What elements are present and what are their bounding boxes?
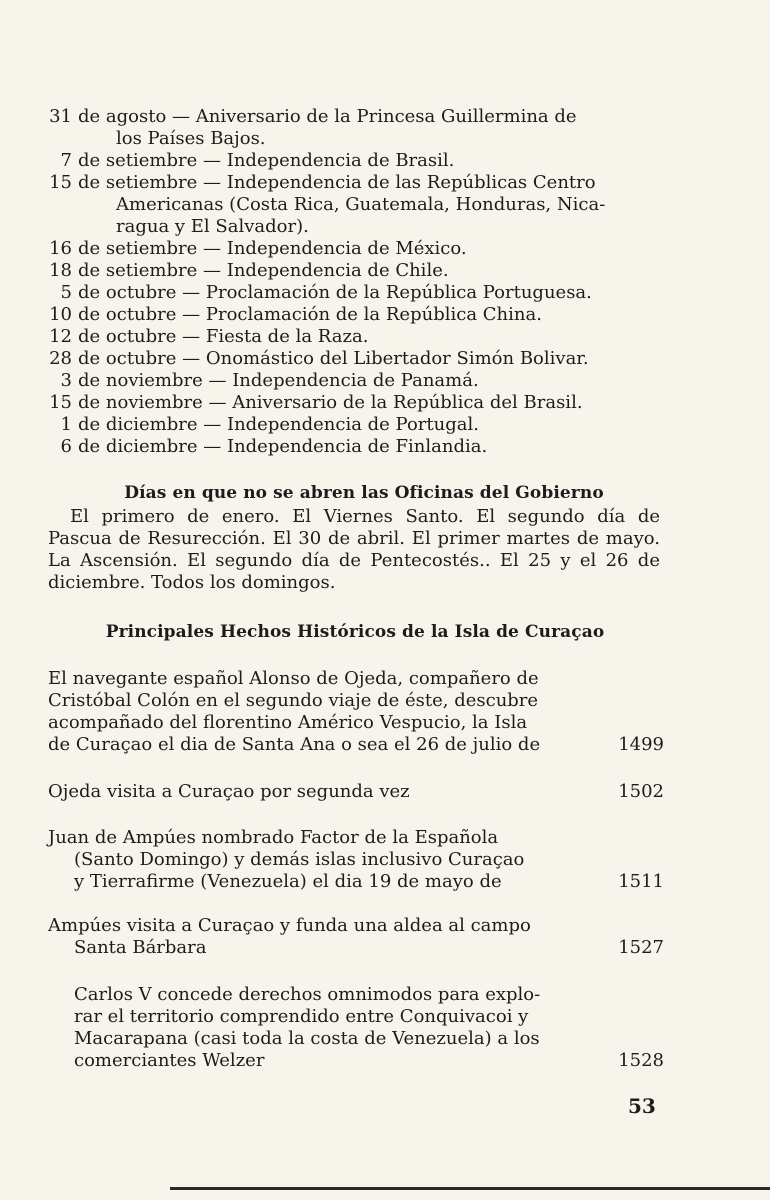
date-day: 12 [49, 326, 72, 347]
entry-line: acompañado del florentino Américo Vespucio, la Isla [48, 712, 528, 733]
date-row [40, 370, 670, 392]
history-entry [48, 827, 664, 893]
date-row [40, 172, 670, 238]
date-text: de setiembre — Independencia de Chile. [78, 260, 449, 281]
date-row [40, 238, 670, 260]
date-row [40, 304, 670, 326]
date-row [40, 150, 670, 172]
date-day: 1 [60, 414, 72, 435]
entry-line: de Curaçao el dia de Santa Ana o sea el 26 de julio de [48, 734, 541, 755]
date-text-cont: Americanas (Costa Rica, Guatemala, Honduras, Nica- [116, 194, 606, 215]
date-row [40, 106, 670, 150]
page-number: 53 [628, 1094, 656, 1118]
entry-line: (Santo Domingo) y demás islas inclusivo Curaçao [74, 849, 525, 870]
date-text-cont: los Países Bajos. [116, 128, 266, 149]
history-entry [74, 984, 664, 1072]
date-row [40, 436, 670, 458]
date-text-cont: ragua y El Salvador). [116, 216, 309, 237]
date-day: 6 [60, 436, 72, 457]
date-day: 3 [60, 370, 72, 391]
holidays-heading: Días en que no se abren las Oficinas del Gobierno [124, 483, 604, 503]
date-day: 15 [49, 392, 72, 413]
entry-line: comerciantes Welzer [74, 1050, 265, 1071]
date-text: de noviembre — Aniversario de la República del Brasil. [78, 392, 583, 413]
history-entry [48, 668, 664, 756]
entry-line: rar el territorio comprendido entre Conquivacoi y [74, 1006, 529, 1027]
entry-line: Ojeda visita a Curaçao por segunda vez [48, 781, 410, 802]
date-text: de noviembre — Independencia de Panamá. [78, 370, 479, 391]
entry-year: 1499 [618, 734, 664, 755]
date-row [40, 348, 670, 370]
entry-line: Ampúes visita a Curaçao y funda una aldea al campo [48, 915, 531, 936]
dates-list [40, 106, 670, 458]
entry-line: y Tierrafirme (Venezuela) el dia 19 de mayo de [74, 871, 502, 892]
date-text: de octubre — Onomástico del Libertador Simón Bolivar. [78, 348, 589, 369]
date-row [40, 282, 670, 304]
bottom-rule [170, 1187, 770, 1190]
entry-line: Cristóbal Colón en el segundo viaje de éste, descubre [48, 690, 539, 711]
date-text: de octubre — Proclamación de la República China. [78, 304, 542, 325]
date-text: de setiembre — Independencia de las Repúblicas Centro [78, 172, 596, 193]
date-day: 18 [49, 260, 72, 281]
entry-year: 1528 [618, 1050, 664, 1071]
date-text: de octubre — Fiesta de la Raza. [78, 326, 369, 347]
date-day: 7 [60, 150, 72, 171]
date-row [40, 326, 670, 348]
entry-line: Santa Bárbara [74, 937, 207, 958]
date-day: 10 [49, 304, 72, 325]
entry-year: 1527 [618, 937, 664, 958]
entry-line: Carlos V concede derechos omnimodos para explo- [74, 984, 541, 1005]
date-day: 16 [49, 238, 72, 259]
date-row [40, 414, 670, 436]
date-text: de setiembre — Independencia de Brasil. [78, 150, 455, 171]
date-text: de diciembre — Independencia de Finlandia. [78, 436, 488, 457]
date-text: de octubre — Proclamación de la República Portuguesa. [78, 282, 592, 303]
entry-line: Macarapana (casi toda la costa de Venezuela) a los [74, 1028, 540, 1049]
entry-year: 1502 [618, 781, 664, 802]
history-entry [48, 781, 664, 803]
entry-line: Juan de Ampúes nombrado Factor de la Española [48, 827, 499, 848]
date-day: 15 [49, 172, 72, 193]
history-heading: Principales Hechos Históricos de la Isla de Curaçao [105, 622, 605, 642]
date-day: 5 [60, 282, 72, 303]
history-entry [48, 915, 664, 959]
date-day: 31 [49, 106, 72, 127]
date-row [40, 260, 670, 282]
entry-year: 1511 [618, 871, 664, 892]
date-text: de diciembre — Independencia de Portugal. [78, 414, 479, 435]
date-day: 28 [49, 348, 72, 369]
entry-line: El navegante español Alonso de Ojeda, compañero de [48, 668, 539, 689]
date-text: de agosto — Aniversario de la Princesa Guillermina de [78, 106, 577, 127]
date-row [40, 392, 670, 414]
holidays-paragraph: El primero de enero. El Viernes Santo. El segundo día de Pascua de Resurección. El 30 de abril. El primer martes de mayo. La Ascensión. El segundo día de Pentecostés.. El 25 y el 26 de diciembre. Todos los domingos. [48, 506, 660, 593]
date-text: de setiembre — Independencia de México. [78, 238, 467, 259]
